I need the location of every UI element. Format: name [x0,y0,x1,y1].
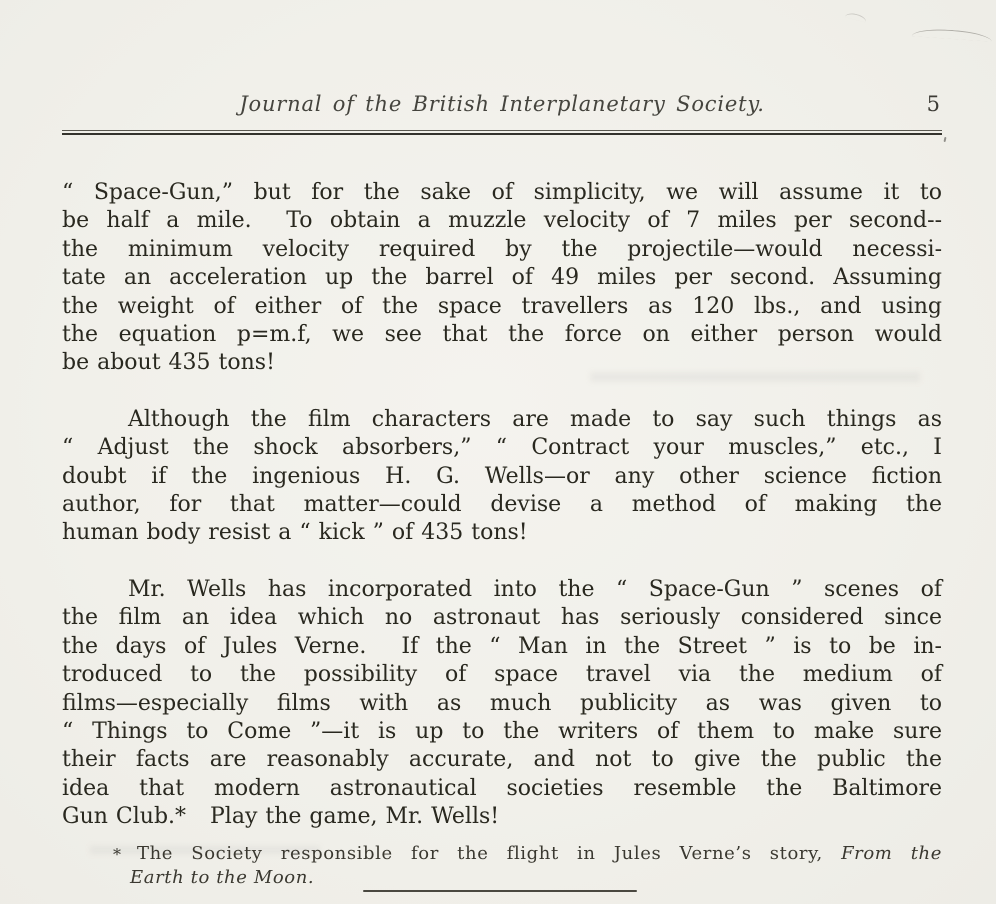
footer-rule [363,890,637,892]
header-rule [62,130,942,135]
text-line: the days of Jules Verne. If the “ Man in the Street ” is to be in- [62,633,942,659]
text-line: troduced to the possibility of space travel via the medium of [62,662,942,688]
footnote-book-title: From the [841,842,943,864]
running-header [62,0,942,118]
page-content [62,0,942,890]
text-line: tate an acceleration up the barrel of 49 miles per second. Assuming [62,265,942,291]
text-line: Although the film characters are made to say such things as [128,406,942,432]
journal-title: Journal of the British Interplanetary Society. [239,92,765,116]
text-line: Mr. Wells has incorporated into the “ Space-Gun ” scenes of [128,576,942,602]
text-line: “ Space-Gun,” but for the sake of simplicity, we will assume it to [62,180,942,205]
article-body [62,179,942,832]
paragraph-film-characters [62,406,942,548]
page-number: 5 [926,92,940,116]
text-line: their facts are reasonably accurate, and not to give the public the [62,747,942,773]
paragraph-mr-wells [62,576,942,832]
footnote-line [113,842,942,866]
paragraph-space-gun-calculation [62,179,942,378]
text-line: Gun Club.* Play the game, Mr. Wells! [62,804,500,830]
scan-artifact-dot [944,137,947,142]
text-line: human body resist a “ kick ” of 435 tons! [62,520,528,546]
text-line: author, for that matter—could devise a method of making the [62,492,942,518]
text-line: “ Things to Come ”—it is up to the writers of them to make sure [62,718,942,744]
text-line: idea that modern astronautical societies resemble the Baltimore [62,775,942,801]
footnote-text: The Society responsible for the flight in Jules Verne’s story, [137,842,842,864]
text-line: be about 435 tons! [62,350,275,376]
text-line: the film an idea which no astronaut has seriously considered since [62,605,942,631]
text-line: the minimum velocity required by the projectile—would necessi- [62,236,942,262]
text-line: “ Adjust the shock absorbers,” “ Contract your muscles,” etc., I [62,435,942,461]
text-line: the equation p=m.f, we see that the force on either person would [62,322,942,348]
text-line: films—especially films with as much publicity as was given to [62,690,942,716]
footnote-line [113,866,942,890]
footnote-asterisk: * [113,844,122,864]
footnote [113,842,942,890]
text-line: doubt if the ingenious H. G. Wells—or any other science fiction [62,463,942,489]
footnote-book-title: Earth to the Moon. [130,866,315,888]
text-line: be half a mile. To obtain a muzzle velocity of 7 miles per second-- [62,208,942,234]
text-line: the weight of either of the space travellers as 120 lbs., and using [62,293,942,319]
